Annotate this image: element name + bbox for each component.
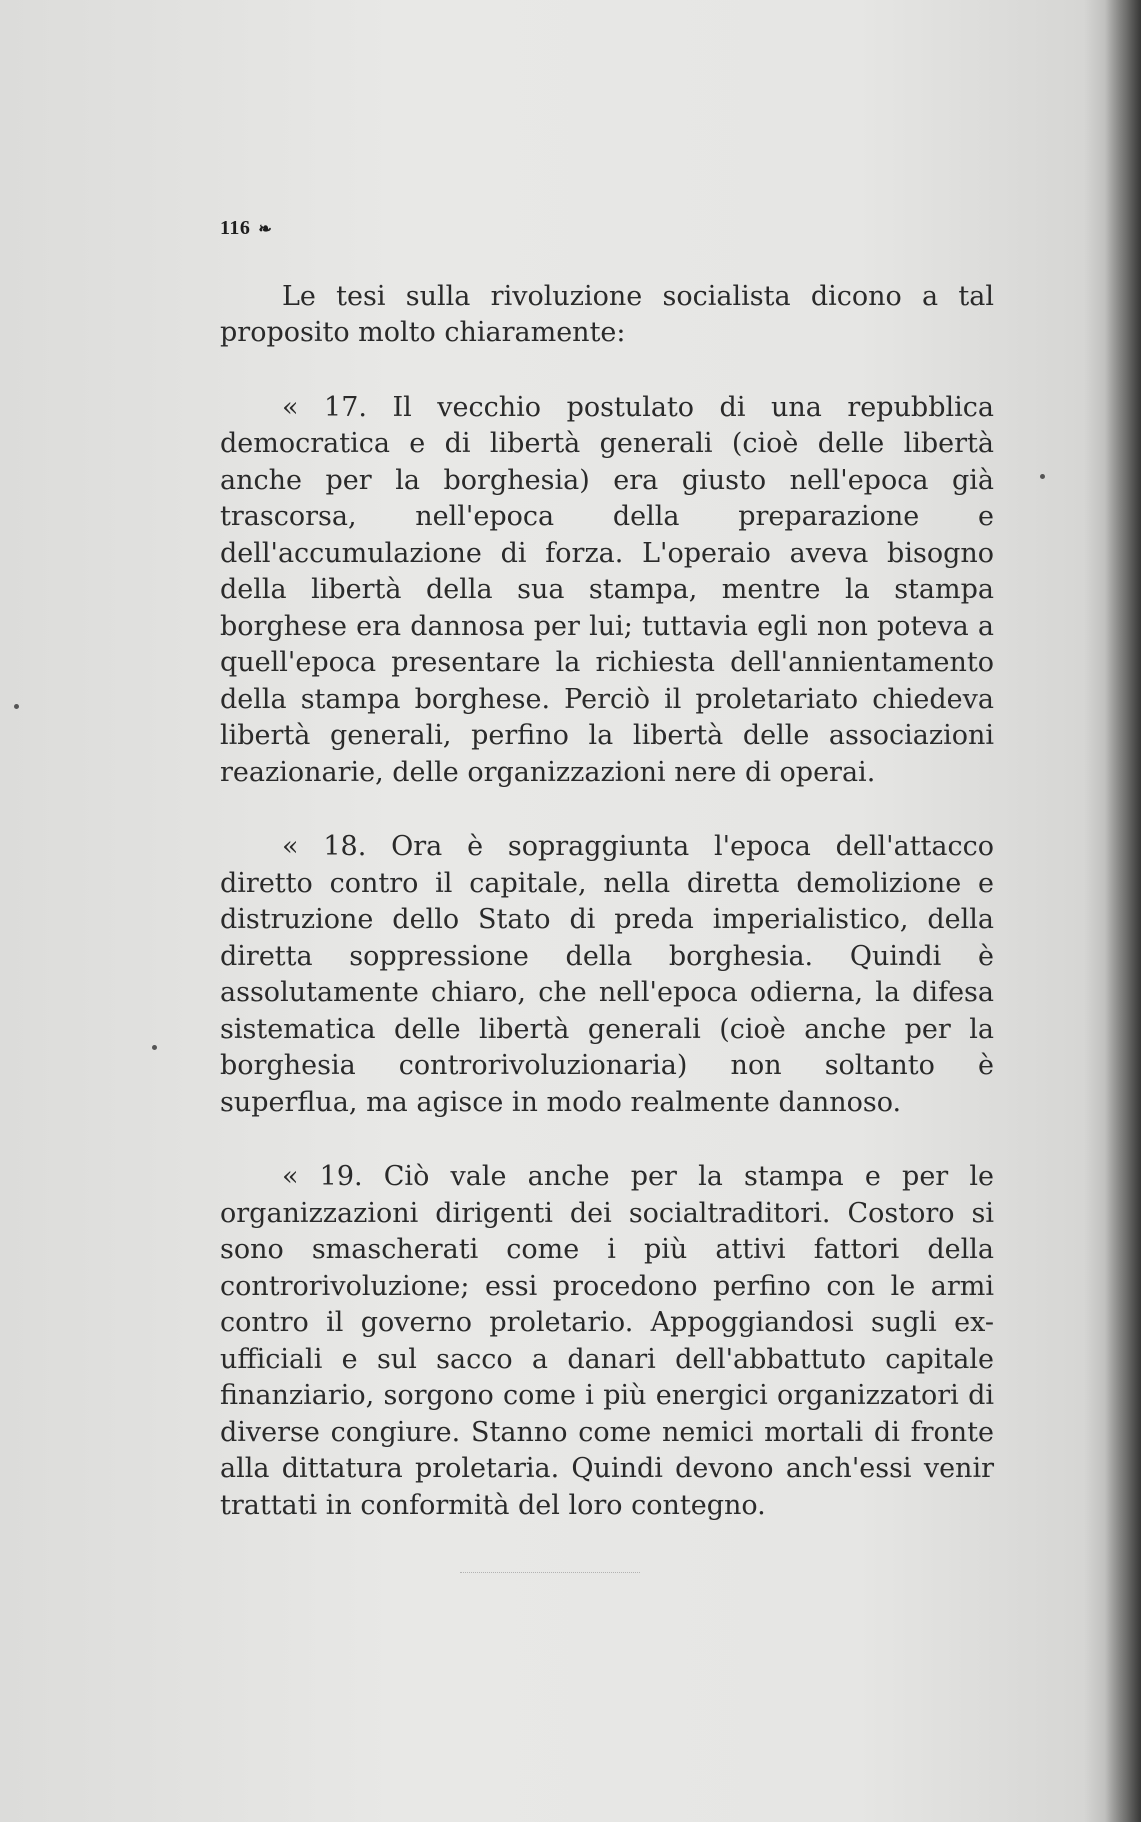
thesis-17-paragraph: « 17. Il vecchio postulato di una repubblica democratica e di libertà generali (cioè delle libertà anche per la borghesia) era giusto nell'epoca già trascorsa, nell'epoca della preparazione e dell'accumulazione di forza. L'operaio aveva bisogno della libertà della sua stampa, mentre la stampa borghese era dannosa per lui; tuttavia egli non poteva a quell'epoca presentare la richiesta dell'annientamento della stampa borghese. Perciò il proletariato chiedeva libertà generali, perfino la libertà delle associazioni reazionarie, delle organizzazioni nere di operai. — [220, 391, 994, 788]
ornament-icon: ❧ — [258, 221, 273, 238]
thesis-18-paragraph: « 18. Ora è sopraggiunta l'epoca dell'attacco diretto contro il capitale, nella diretta demolizione e distruzione dello Stato di preda imperialistico, della diretta soppressione della borghesia. Quindi è assolutamente chiaro, che nell'epoca odierna, la difesa sistematica delle libertà generali (cioè anche per la borghesia controrivoluzionaria) non soltanto è superflua, ma agisce in modo realmente dannoso. — [220, 831, 994, 1118]
margin-speck — [14, 704, 19, 709]
end-mark — [460, 1572, 640, 1577]
thesis-19-paragraph: « 19. Ciò vale anche per la stampa e per le organizzazioni dirigenti dei socialtraditori. Costoro si sono smascherati come i più attivi fattori della controrivoluzione; essi procedono perfino con le armi contro il governo proletario. Appoggiandosi sugli ex-ufficiali e sul sacco a danari dell'abbattuto capitale finanziario, sorgono come i più energici organizzatori di diverse congiure. Stanno come nemici mortali di fronte alla dittatura proletaria. Quindi devono anch'essi venir trattati in conformità del loro contegno. — [220, 1161, 994, 1521]
page-text-block — [220, 210, 994, 1524]
book-binding-shadow — [1105, 0, 1141, 1822]
margin-speck — [1040, 474, 1045, 479]
intro-paragraph: Le tesi sulla rivoluzione socialista dicono a tal proposito molto chiaramente: — [220, 280, 994, 348]
margin-speck — [152, 1045, 157, 1050]
page-number: 116 — [220, 217, 251, 239]
page-header — [220, 210, 994, 249]
